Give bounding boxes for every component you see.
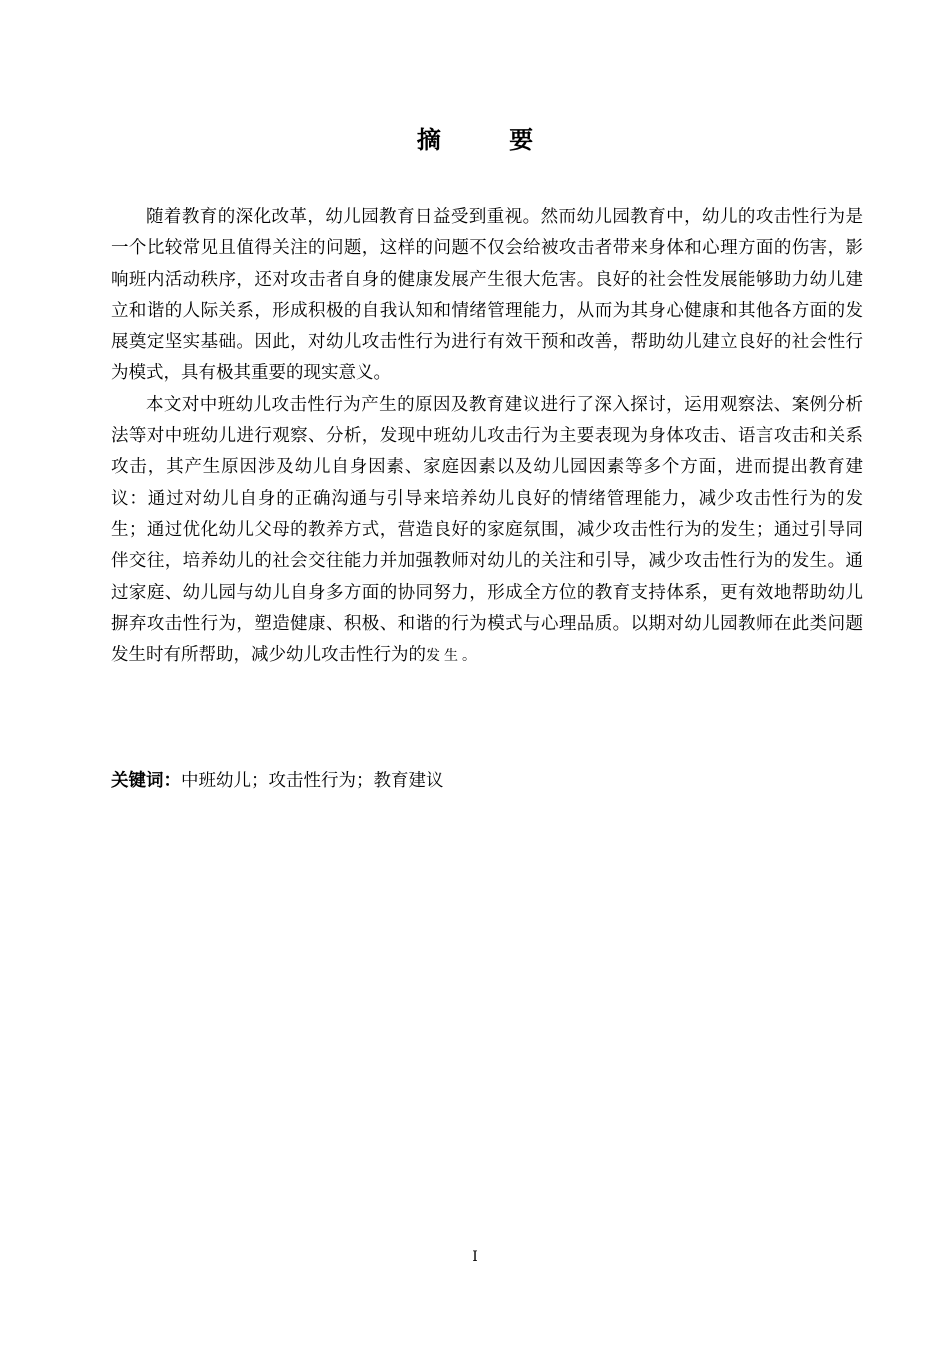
keywords-label: 关键词：: [111, 771, 181, 791]
abstract-paragraph-2-tail: 发生。: [426, 648, 480, 665]
keywords-line: [111, 766, 444, 796]
abstract-paragraph-1: 随着教育的深化改革，幼儿园教育日益受到重视。然而幼儿园教育中，幼儿的攻击性行为是一个比较常见且值得关注的问题，这样的问题不仅会给被攻击者带来身体和心理方面的伤害，影响班内活动秩序，还对攻击者自身的健康发展产生很大危害。良好的社会性发展能够助力幼儿建立和谐的人际关系，形成积极的自我认知和情绪管理能力，从而为其身心健康和其他各方面的发展奠定坚实基础。因此，对幼儿攻击性行为进行有效干预和改善，帮助幼儿建立良好的社会性行为模式，具有极其重要的现实意义。: [111, 207, 863, 384]
abstract-body: [111, 202, 863, 672]
page-title: 摘 要: [416, 126, 564, 154]
page-number: I: [472, 1249, 478, 1265]
keywords-value: 中班幼儿；攻击性行为；教育建议: [181, 771, 444, 791]
abstract-paragraph-2-text: 本文对中班幼儿攻击性行为产生的原因及教育建议进行了深入探讨，运用观察法、案例分析法等对中班幼儿进行观察、分析，发现中班幼儿攻击行为主要表现为身体攻击、语言攻击和关系攻击，其产生原因涉及幼儿自身因素、家庭因素以及幼儿园因素等多个方面，进而提出教育建议：通过对幼儿自身的正确沟通与引导来培养幼儿良好的情绪管理能力，减少攻击性行为的发生；通过优化幼儿父母的教养方式，营造良好的家庭氛围，减少攻击性行为的发生；通过引导同伴交往，培养幼儿的社会交往能力并加强教师对幼儿的关注和引导，减少攻击性行为的发生。通过家庭、幼儿园与幼儿自身多方面的协同努力，形成全方位的教育支持体系，更有效地帮助幼儿摒弃攻击性行为，塑造健康、积极、和谐的行为模式与心理品质。以期对幼儿园教师在此类问题发生时有所帮助，减少幼儿攻击性行为的: [111, 394, 863, 666]
abstract-paragraph-2: [111, 390, 863, 673]
